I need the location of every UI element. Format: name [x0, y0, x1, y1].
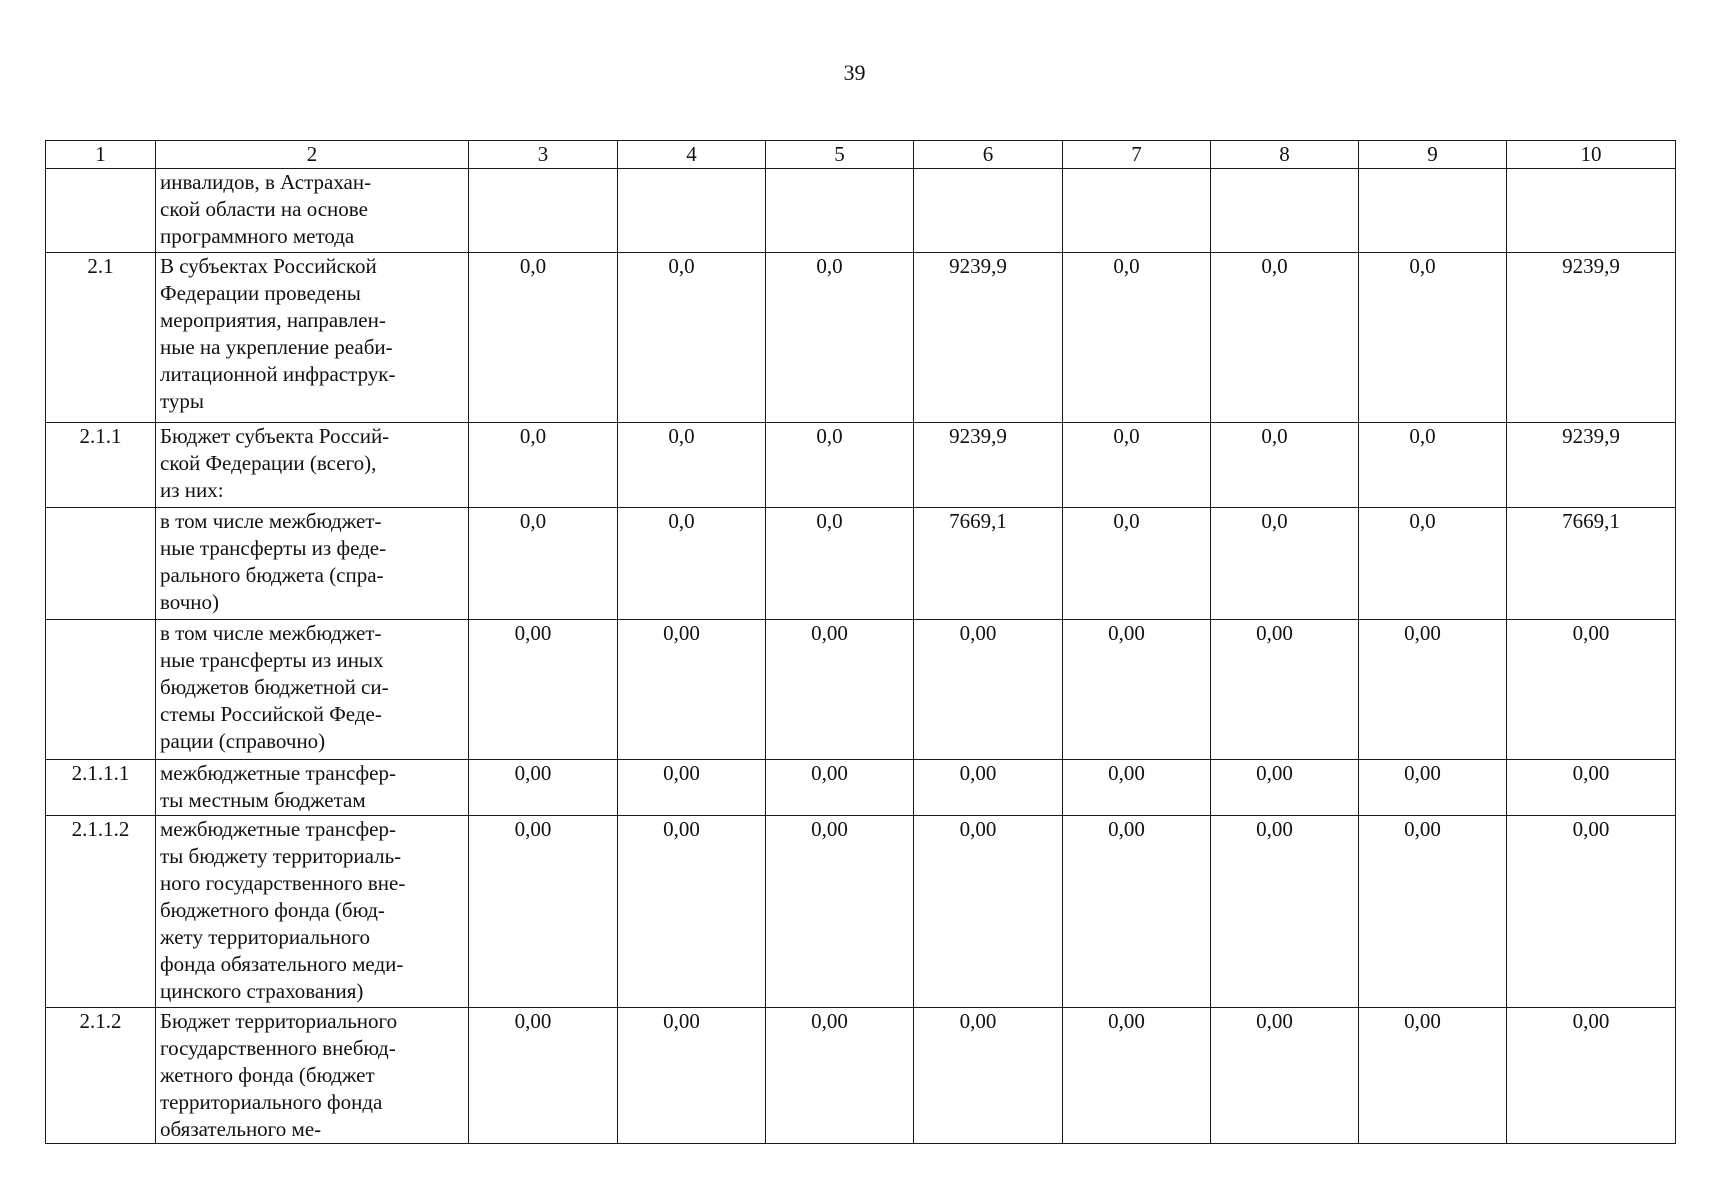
value-cell — [914, 423, 1063, 508]
value-cell — [1211, 816, 1359, 1008]
value-text: 0,00 — [959, 761, 997, 785]
value-cell — [618, 816, 766, 1008]
value-cell — [766, 760, 914, 816]
value-text: 0,0 — [1409, 254, 1436, 278]
value-text: 0,00 — [811, 1009, 848, 1033]
row-code: 2.1.1 — [46, 423, 156, 508]
value-cell — [1211, 423, 1359, 508]
budget-table — [45, 140, 1676, 1144]
value-text: 0,0 — [1409, 424, 1436, 448]
row-code: 2.1.2 — [46, 1008, 156, 1144]
value-cell — [1211, 169, 1359, 253]
value-text: 0,00 — [1256, 761, 1293, 785]
value-cell — [469, 620, 618, 760]
value-cell — [469, 508, 618, 620]
value-cell — [469, 816, 618, 1008]
value-text: 0,00 — [1404, 817, 1441, 841]
value-cell — [618, 620, 766, 760]
value-text: 0,00 — [514, 621, 552, 645]
value-text: 0,0 — [1113, 254, 1140, 278]
row-description: инвалидов, в Астрахан- ской области на основе программного метода — [156, 169, 469, 253]
value-cell — [1507, 1008, 1676, 1144]
value-cell — [766, 423, 914, 508]
value-text: 9239,9 — [949, 254, 1007, 278]
column-header: 9 — [1359, 141, 1507, 169]
value-text: 0,00 — [811, 817, 848, 841]
value-cell — [1507, 760, 1676, 816]
row-description: в том числе межбюджет- ные трансферты из иных бюджетов бюджетной си- стемы Российской Феде- рации (справочно) — [156, 620, 469, 760]
table-row — [46, 423, 1676, 508]
value-text: 0,00 — [1572, 761, 1610, 785]
value-cell — [1063, 253, 1211, 423]
value-cell — [1507, 253, 1676, 423]
row-description: В субъектах Российской Федерации проведены мероприятия, направлен- ные на укрепление реаби- литационной инфраструк- туры — [156, 253, 469, 423]
value-text: 9239,9 — [1562, 424, 1620, 448]
row-code — [46, 169, 156, 253]
value-cell — [1063, 508, 1211, 620]
value-cell — [1359, 508, 1507, 620]
value-text: 0,00 — [1572, 817, 1610, 841]
value-text: 0,0 — [1113, 509, 1140, 533]
value-cell — [469, 1008, 618, 1144]
value-cell — [1211, 760, 1359, 816]
value-cell — [914, 253, 1063, 423]
value-text: 0,00 — [1256, 621, 1293, 645]
table-row — [46, 169, 1676, 253]
value-text: 0,00 — [811, 621, 848, 645]
value-cell — [1359, 253, 1507, 423]
table-header-row — [46, 141, 1676, 169]
value-cell — [1359, 423, 1507, 508]
value-text: 0,00 — [514, 1009, 552, 1033]
value-text: 9239,9 — [1562, 254, 1620, 278]
row-code: 2.1.1.1 — [46, 760, 156, 816]
table-row — [46, 620, 1676, 760]
row-code: 2.1.1.2 — [46, 816, 156, 1008]
value-cell — [766, 816, 914, 1008]
value-cell — [1507, 620, 1676, 760]
value-text: 0,0 — [668, 254, 695, 278]
value-text: 0,00 — [1572, 621, 1610, 645]
value-text: 0,0 — [519, 509, 547, 533]
value-cell — [914, 169, 1063, 253]
value-cell — [914, 760, 1063, 816]
value-text: 0,00 — [1108, 621, 1145, 645]
row-code: 2.1 — [46, 253, 156, 423]
value-text: 0,0 — [1409, 509, 1436, 533]
column-header: 7 — [1063, 141, 1211, 169]
value-cell — [1507, 816, 1676, 1008]
value-cell — [914, 508, 1063, 620]
value-cell — [618, 169, 766, 253]
value-cell — [469, 253, 618, 423]
value-cell — [914, 816, 1063, 1008]
value-cell — [618, 1008, 766, 1144]
value-cell — [1507, 169, 1676, 253]
column-header: 2 — [156, 141, 469, 169]
value-cell — [1211, 620, 1359, 760]
page-number: 39 — [843, 60, 866, 85]
value-text: 0,00 — [663, 1009, 700, 1033]
value-cell — [914, 1008, 1063, 1144]
column-header: 5 — [766, 141, 914, 169]
row-description: Бюджет субъекта Россий- ской Федерации (всего), из них: — [156, 423, 469, 508]
table-row — [46, 508, 1676, 620]
value-text: 0,00 — [959, 621, 997, 645]
value-text: 0,0 — [816, 254, 843, 278]
value-cell — [1063, 620, 1211, 760]
value-text: 0,00 — [1572, 1009, 1610, 1033]
column-header: 3 — [469, 141, 618, 169]
column-header: 1 — [46, 141, 156, 169]
table-row — [46, 760, 1676, 816]
value-cell — [618, 760, 766, 816]
value-cell — [1359, 760, 1507, 816]
value-text: 0,00 — [1108, 817, 1145, 841]
value-cell — [618, 253, 766, 423]
value-text: 0,00 — [1404, 1009, 1441, 1033]
value-text: 0,0 — [1113, 424, 1140, 448]
value-text: 0,00 — [959, 1009, 997, 1033]
value-text: 0,00 — [514, 761, 552, 785]
value-cell — [1507, 423, 1676, 508]
value-cell — [766, 1008, 914, 1144]
value-text: 0,00 — [811, 761, 848, 785]
value-cell — [1063, 169, 1211, 253]
row-code — [46, 620, 156, 760]
row-description: Бюджет территориального государственного внебюд- жетного фонда (бюджет территориального фонда обязательного ме- — [156, 1008, 469, 1144]
value-cell — [1359, 620, 1507, 760]
value-cell — [1211, 253, 1359, 423]
value-text: 0,00 — [663, 761, 700, 785]
table-row — [46, 816, 1676, 1008]
value-text: 9239,9 — [949, 424, 1007, 448]
value-cell — [469, 169, 618, 253]
value-text: 0,00 — [514, 817, 552, 841]
value-cell — [618, 508, 766, 620]
table-row — [46, 253, 1676, 423]
row-description: в том числе межбюджет- ные трансферты из феде- рального бюджета (спра- вочно) — [156, 508, 469, 620]
value-text: 0,0 — [816, 509, 843, 533]
value-cell — [469, 423, 618, 508]
column-header: 10 — [1507, 141, 1676, 169]
value-text: 0,00 — [1404, 761, 1441, 785]
value-cell — [1063, 816, 1211, 1008]
value-cell — [469, 760, 618, 816]
value-text: 0,00 — [1108, 761, 1145, 785]
value-cell — [766, 169, 914, 253]
value-text: 0,0 — [1261, 509, 1288, 533]
value-text: 0,0 — [519, 254, 547, 278]
value-text: 0,0 — [668, 424, 695, 448]
value-text: 0,00 — [663, 621, 700, 645]
column-header: 8 — [1211, 141, 1359, 169]
value-text: 0,00 — [959, 817, 997, 841]
value-cell — [1211, 1008, 1359, 1144]
value-cell — [914, 620, 1063, 760]
value-text: 0,0 — [668, 509, 695, 533]
value-text: 0,0 — [519, 424, 547, 448]
column-header: 4 — [618, 141, 766, 169]
value-text: 7669,1 — [949, 509, 1007, 533]
value-cell — [1063, 423, 1211, 508]
value-text: 0,00 — [1256, 1009, 1293, 1033]
value-text: 0,00 — [1256, 817, 1293, 841]
value-cell — [766, 508, 914, 620]
value-cell — [618, 423, 766, 508]
value-text: 0,00 — [663, 817, 700, 841]
value-cell — [1507, 508, 1676, 620]
value-text: 0,00 — [1404, 621, 1441, 645]
column-header: 6 — [914, 141, 1063, 169]
value-text: 0,0 — [816, 424, 843, 448]
value-cell — [766, 620, 914, 760]
value-cell — [1359, 169, 1507, 253]
value-cell — [1359, 816, 1507, 1008]
value-cell — [1211, 508, 1359, 620]
value-text: 0,00 — [1108, 1009, 1145, 1033]
value-text: 0,0 — [1261, 424, 1288, 448]
row-description: межбюджетные трансфер- ты местным бюджетам — [156, 760, 469, 816]
value-text: 7669,1 — [1562, 509, 1620, 533]
value-text: 0,0 — [1261, 254, 1288, 278]
row-code — [46, 508, 156, 620]
value-cell — [1359, 1008, 1507, 1144]
value-cell — [1063, 1008, 1211, 1144]
row-description: межбюджетные трансфер- ты бюджету территориаль- ного государственного вне- бюджетного фонда (бюд- жету территориального фонда обязательного меди- цинского страхования) — [156, 816, 469, 1008]
value-cell — [1063, 760, 1211, 816]
table-row — [46, 1008, 1676, 1144]
value-cell — [766, 253, 914, 423]
